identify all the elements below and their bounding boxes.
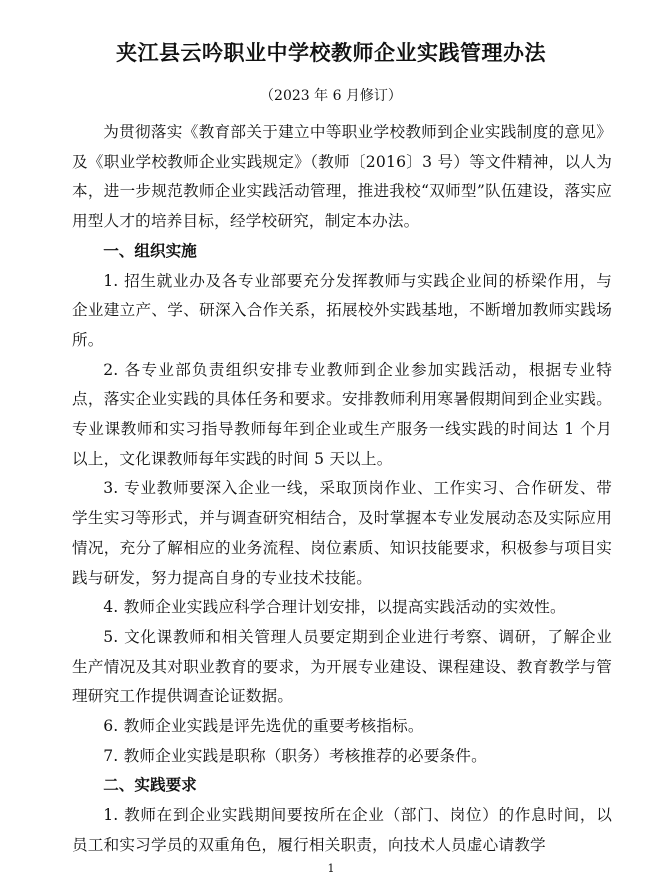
section1-item-2: 2. 各专业部负责组织安排专业教师到企业参加实践活动，根据专业特点，落实企业实践的具体任务和要求。安排教师利用寒暑假期间到企业实践。专业课教师和实习指导教师每年到企业或生产服务一线实践的时间达 1 个月以上，文化课教师每年实践的时间 5 天以上。 [72, 360, 612, 468]
section1-item-6: 6. 教师企业实践是评先选优的重要考核指标。 [103, 717, 424, 736]
document-body [72, 118, 612, 861]
revision-note: （2023 年 6 月修订） [260, 88, 402, 104]
page-number: 1 [327, 862, 335, 875]
document-title: 夹江县云吟职业中学校教师企业实践管理办法 [116, 41, 546, 65]
section1-item-1: 1. 招生就业办及各专业部要充分发挥教师与实践企业间的桥梁作用，与企业建立产、学、研深入合作关系，拓展校外实践基地，不断增加教师实践场所。 [72, 271, 612, 349]
section2-item-1: 1. 教师在到企业实践期间要按所在企业（部门、岗位）的作息时间，以员工和实习学员的双重角色，履行相关职责，向技术人员虚心请教学 [72, 806, 612, 854]
section1-item-4: 4. 教师企业实践应科学合理计划安排，以提高实践活动的实效性。 [103, 598, 566, 617]
section1-item-7: 7. 教师企业实践是职称（职务）考核推荐的必要条件。 [103, 746, 487, 765]
section-heading-organization: 一、组织实施 [103, 241, 197, 260]
section1-item-3: 3. 专业教师要深入企业一线，采取顶岗作业、工作实习、合作研发、带学生实习等形式，并与调查研究相结合，及时掌握本专业发展动态及实际应用情况，充分了解相应的业务流程、岗位素质、知识技能要求，积极参与项目实践与研发，努力提高自身的专业技术技能。 [72, 479, 612, 587]
intro-paragraph: 为贯彻落实《教育部关于建立中等职业学校教师到企业实践制度的意见》及《职业学校教师企业实践规定》（教师〔2016〕3 号）等文件精神，以人为本，进一步规范教师企业实践活动管理，推进我校“双师型”队伍建设，落实应用型人才的培养目标，经学校研究，制定本办法。 [72, 123, 612, 231]
section1-item-5: 5. 文化课教师和相关管理人员要定期到企业进行考察、调研，了解企业生产情况及其对职业教育的要求，为开展专业建设、课程建设、教育教学与管理研究工作提供调查论证数据。 [72, 627, 612, 706]
section-heading-requirements: 二、实践要求 [103, 776, 197, 795]
